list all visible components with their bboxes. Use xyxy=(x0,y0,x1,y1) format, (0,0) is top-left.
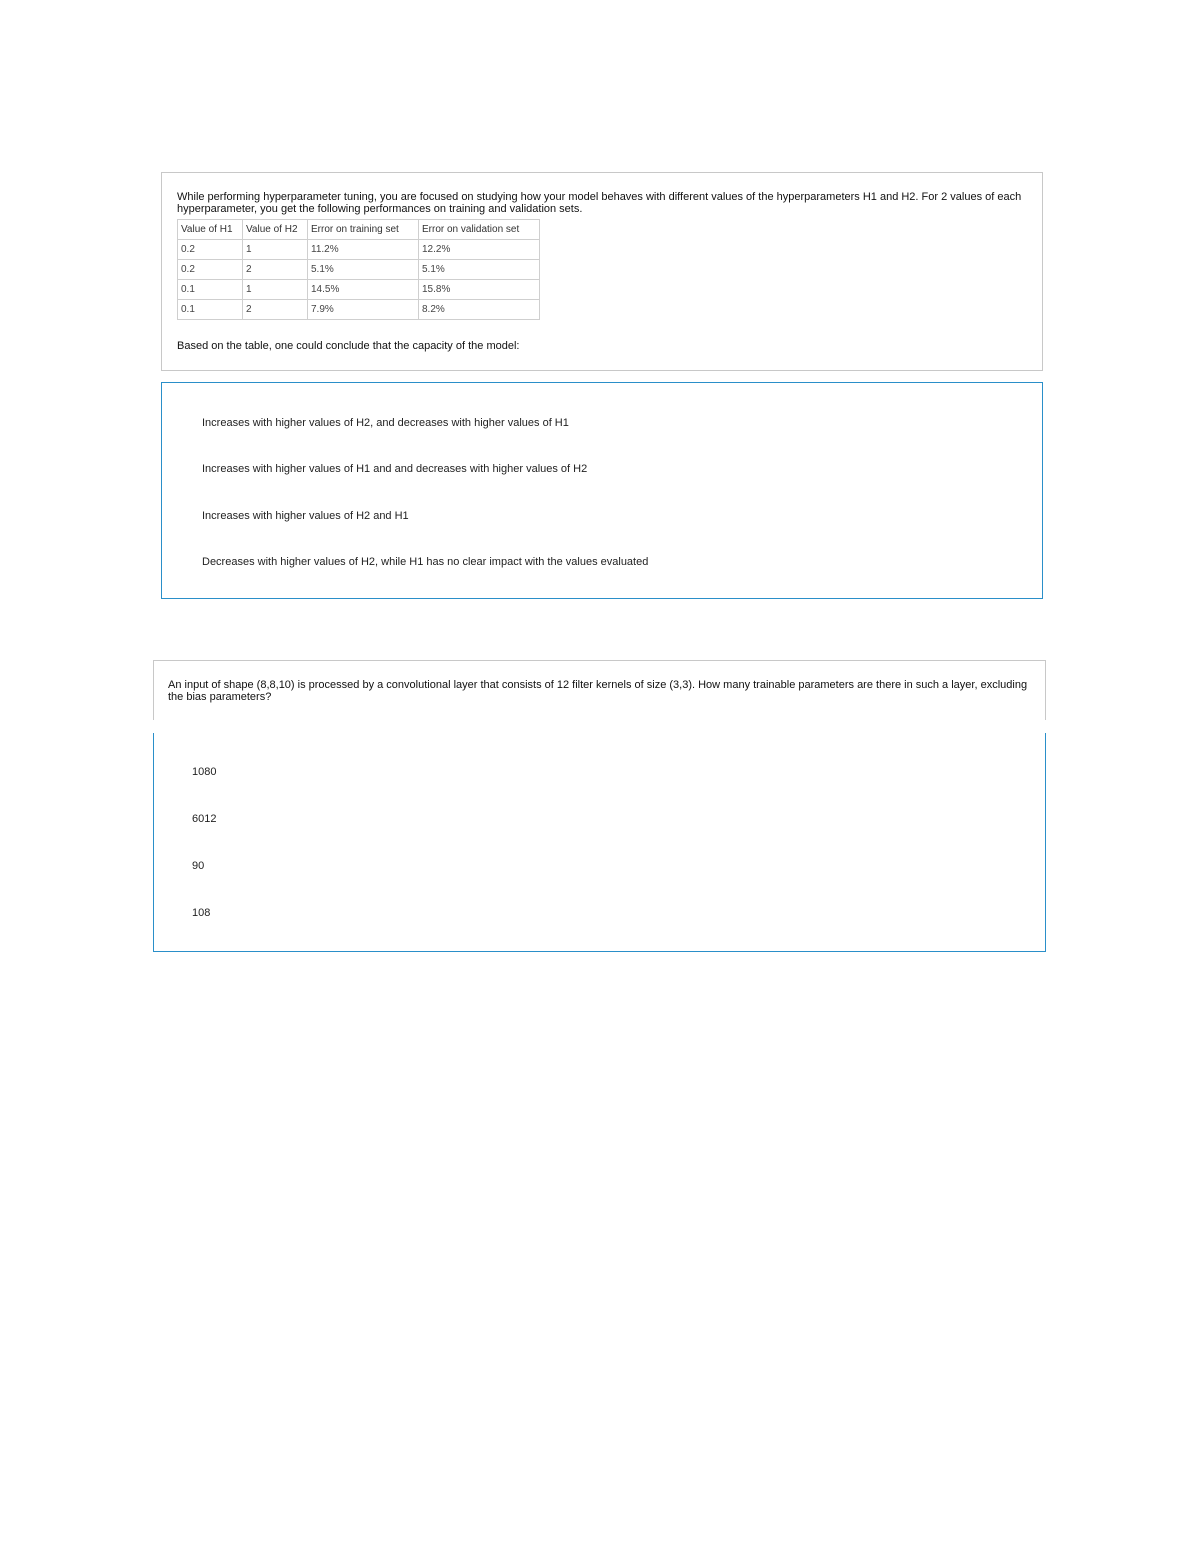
answer-option[interactable]: Increases with higher values of H2, and decreases with higher values of H1 xyxy=(202,417,569,429)
table-cell: 5.1% xyxy=(419,260,540,280)
table-header-row xyxy=(178,220,540,240)
table-header: Value of H1 xyxy=(178,220,243,240)
question-1-text: While performing hyperparameter tuning, you are focused on studying how your model behaves with different values of the hyperparameters H1 and H2. For 2 values of each hyperparameter, you get the following performances on training and validation sets. xyxy=(177,191,1022,215)
question-1-box xyxy=(161,172,1043,371)
question-1-options xyxy=(161,382,1043,599)
answer-option[interactable]: 6012 xyxy=(192,813,217,825)
table-cell: 15.8% xyxy=(419,280,540,300)
question-2-box xyxy=(153,660,1046,720)
table-cell: 1 xyxy=(243,280,308,300)
table-header: Error on validation set xyxy=(419,220,540,240)
table-cell: 14.5% xyxy=(308,280,419,300)
answer-option[interactable]: Decreases with higher values of H2, while H1 has no clear impact with the values evaluated xyxy=(202,556,649,568)
table-cell: 11.2% xyxy=(308,240,419,260)
table-cell: 5.1% xyxy=(308,260,419,280)
table-row xyxy=(178,300,540,320)
table-cell: 12.2% xyxy=(419,240,540,260)
answer-option[interactable]: Increases with higher values of H1 and and decreases with higher values of H2 xyxy=(202,463,588,475)
table-cell: 2 xyxy=(243,300,308,320)
table-cell: 1 xyxy=(243,240,308,260)
performance-table xyxy=(177,219,540,320)
answer-option[interactable]: 90 xyxy=(192,860,205,872)
table-row xyxy=(178,240,540,260)
answer-option[interactable]: 108 xyxy=(192,907,211,919)
answer-option[interactable]: Increases with higher values of H2 and H1 xyxy=(202,510,409,522)
question-2-options xyxy=(153,733,1046,952)
table-cell: 0.2 xyxy=(178,240,243,260)
table-header: Error on training set xyxy=(308,220,419,240)
question-1-prompt: Based on the table, one could conclude that the capacity of the model: xyxy=(177,340,520,352)
table-cell: 0.1 xyxy=(178,280,243,300)
table-cell: 0.1 xyxy=(178,300,243,320)
table-cell: 7.9% xyxy=(308,300,419,320)
question-2-text: An input of shape (8,8,10) is processed by a convolutional layer that consists of 12 filter kernels of size (3,3). How many trainable parameters are there in such a layer, excluding the bias parameters? xyxy=(168,679,1028,703)
answer-option[interactable]: 1080 xyxy=(192,766,217,778)
table-cell: 2 xyxy=(243,260,308,280)
table-row xyxy=(178,260,540,280)
table-header: Value of H2 xyxy=(243,220,308,240)
table-cell: 8.2% xyxy=(419,300,540,320)
table-row xyxy=(178,280,540,300)
table-cell: 0.2 xyxy=(178,260,243,280)
